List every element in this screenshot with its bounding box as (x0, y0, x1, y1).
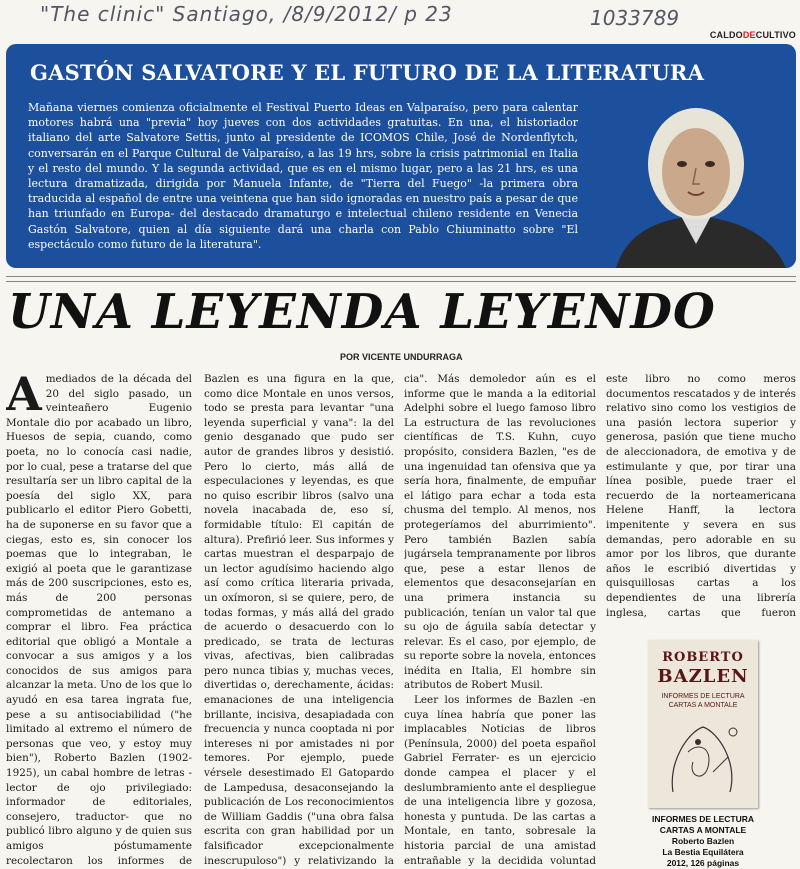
portrait-photo (596, 94, 796, 268)
article-column-1 (6, 372, 192, 869)
book-author-last: BAZLEN (657, 666, 749, 687)
headline: UNA LEYENDA LEYENDO (8, 284, 716, 340)
book-cover-title: INFORMES DE LECTURA CARTAS A MONTALE (661, 693, 745, 709)
column-4-text: este libro no como meros documentos rescatados y de interés relativo sino como los vestigios de una pasión lectora superior y generosa, pasión que tiene mucho de aleccionadora, de emotiva y de estimulante y que, por tirar una línea posible, puede traer el recuerdo de la norteamericana Helene Hanff, la lectora impenitente y severa en sus demandas, pero adorable en su amor por los libros, que durante años le escribió divertidas y quisquillosas cartas a los dependientes de una librería inglesa, cartas que fueron (606, 373, 796, 619)
article-column-4 (606, 372, 796, 622)
column-3-text-b: Leer los informes de Bazlen -en cuya línea habría que poner las implacables Noticias de libros (Península, 2000) del poeta español Gabriel Ferrater- es un ejercicio donde campea el placer y el deslumbramiento ante el despliegue de una inteligencia libre y gozosa, honesta y puntuda. De las cartas a Montale, en tanto, sobresale la historia parcial de una amistad entrañable y la decidida voluntad (404, 694, 596, 867)
book-author-first: ROBERTO (662, 650, 744, 665)
article-column-2 (204, 372, 394, 869)
banner-title: GASTÓN SALVATORE Y EL FUTURO DE LA LITERATURA (30, 60, 705, 85)
book-caption: INFORMES DE LECTURA CARTAS A MONTALE Roberto Bazlen La Bestia Equilátera 2012, 126 páginas (652, 814, 754, 868)
event-banner (6, 44, 796, 268)
byline: POR VICENTE UNDURRAGA (340, 352, 463, 362)
column-1-text: mediados de la década del 20 del siglo pasado, un veinteañero Eugenio Montale dio por acabado un libro, Huesos de sepia, cuando, como poeta, no lo conocía casi nadie, por lo cual, pese a tratarse del que resultaría ser un libro capital de la poesía del siglo XX, para publicarlo el editor Piero Gobetti, ha de suponerse en su favor que a ciegas, esto es, sin conocer los poemas que lo integraban, le exigió al poeta que le garantizase más de 200 suscripciones, esto es, más de 200 personas comprometidas de antemano a comprar el libro. Fea práctica editorial que obligó a Montale a convocar a sus amigos y a los conocidos de sus amigos para alcanzar la meta. Uno de los que lo ayudó en esa tarea ingrata fue, pese a su antisociabilidad ("he limitado al extremo el número de personas que veo, y estoy muy bien"), Roberto Bazlen (1902-1925), un cabal hombre de letras -lector de ojo privilegiado: informador de editoriales, consejero, traductor- que no publicó libro alguno y de quien sus amigos póstumamente recolectaron los informes de (6, 373, 192, 867)
section-label: CALDODECULTIVO (709, 30, 796, 40)
column-3-text-a: cia". Más demoledor aún es el informe que le manda a la editorial Adelphi sobre el luego famoso libro La estructura de las revoluciones científicas de T.S. Kuhn, cuyo propósito, considera Bazlen, "es de una ingenuidad tan ofensiva que ya sería hora, finalmente, de empuñar el látigo para echar a toda esta chusma del templo. Al menos, nos protegeríamos del aburrimiento". Pero también Bazlen sabía jugársela tempranamente por libros que, pese a estar llenos de elementos que desaconsejarían en una primera instancia su publicación, tenían un valor tal que su ojo de águila sabía detectar y relevar. Es el caso, por ejemplo, de su reporte sobre la novela, entonces inédita en Italia, El hombre sin atributos de Robert Musil. (404, 373, 596, 692)
book-cover-drawing-icon (658, 712, 748, 802)
handwritten-note: "The clinic" Santiago, /8/9/2012/ p 23 (40, 2, 453, 26)
drop-cap: A (6, 372, 42, 421)
article-column-3 (404, 372, 596, 869)
column-2-text: Bazlen es una figura en la que, como dice Montale en unos versos, todo se presta para levantar "una leyenda superficial y vana": la del genio desganado que pudo ser autor de grandes libros y desistió. Pero lo cierto, más allá de especulaciones y leyendas, es que no quiso escribir libros (salvo una novela inacabada de, eso sí, formidable título: El capitán de altura). Prefirió leer. Sus informes y cartas muestran el desparpajo de un lector agudísimo haciendo algo así como crítica literaria privada, un oxímoron, si se quiere, pero, de todas formas, y más allá del grado de acuerdo o desacuerdo con lo predicado, se trata de lecturas vivas, afectivas, bien calibradas pero nunca tibias y, muchas veces, divertidas o, derechamente, ácidas: emanaciones de una inteligencia brillante, incisiva, desapiadada con frecuencia y nunca cooptada ni por intereses ni por amistades ni por temores. Por ejemplo, puede vérsele desestimado El Gatopardo de Lampedusa, desaconsejando la publicación de Los reconocimientos de William Gaddis ("una obra falsa escrita con gran habilidad por un falsificador excepcionalmente inescrupuloso") y relativizando la (204, 373, 394, 867)
book-cover (648, 640, 758, 808)
handwritten-code: 1033789 (590, 6, 680, 30)
banner-text: Mañana viernes comienza oficialmente el Festival Puerto Ideas en Valparaíso, pero para calentar motores habrá una "previa" hoy jueves con dos actividades gratuitas. En una, el historiador italiano del arte Salvatore Settis, junto al presidente de ICOMOS Chile, José de Nordenflytch, conversarán en el Parque Cultural de Valparaíso, a las 19 hrs, sobre la crisis patrimonial en Italia y el resto del mundo. Y la segunda actividad, que es en el mismo lugar, pero a las 21 hrs, es una lectura dramatizada, dirigida por Manuela Infante, de "Tierra del Fuego" -la primera obra traducida al español de entre una veintena que han sido ignoradas en nuestro país a pesar de que han triunfado en Europa- del destacado dramaturgo e intelectual chileno residente en Venecia Gastón Salvatore, quien al día siguiente dará una charla con Pablo Chiuminatto sobre "El espectáculo como futuro de la literatura". (28, 101, 578, 251)
divider-rule (6, 276, 796, 282)
